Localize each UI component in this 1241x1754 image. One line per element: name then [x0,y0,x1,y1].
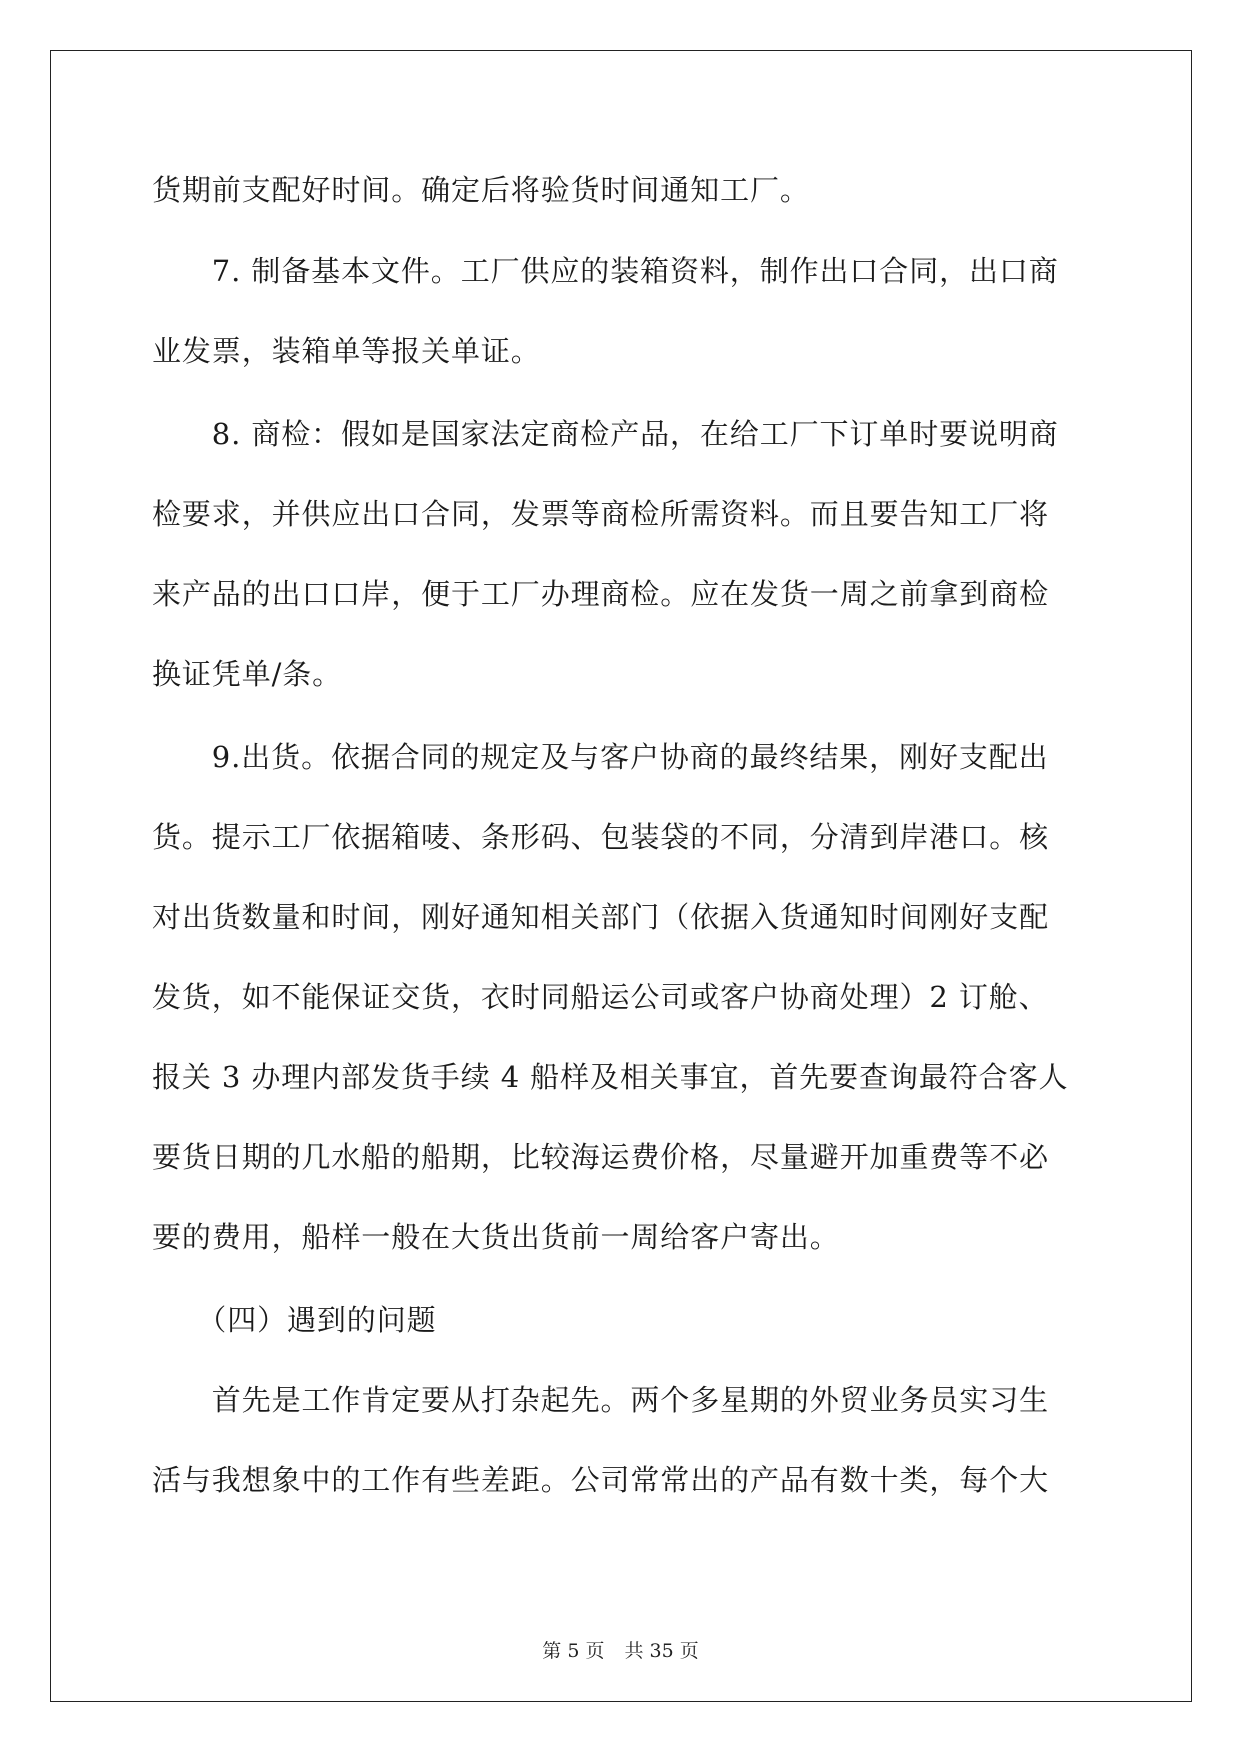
text-line: 货。提示工厂依据箱唛、条形码、包装袋的不同，分清到岸港口。核 [152,820,1050,854]
text-line: 9.出货。依据合同的规定及与客户协商的最终结果，刚好支配出 [152,740,1049,774]
text-line: 来产品的出口口岸，便于工厂办理商检。应在发货一周之前拿到商检 [152,577,1050,611]
text-line: 换证凭单/条。 [152,657,343,691]
text-line: 业发票，装箱单等报关单证。 [152,334,541,368]
text-line: 要的费用，船样一般在大货出货前一周给客户寄出。 [152,1220,840,1254]
page-footer [0,1639,1241,1663]
text-line: 对出货数量和时间，刚好通知相关部门（依据入货通知时间刚好支配 [152,900,1050,934]
text-line: 7. 制备基本文件。工厂供应的装箱资料，制作出口合同，出口商 [152,254,1059,288]
page-border [50,50,1192,1702]
page-number: 第 5 页 [542,1640,605,1662]
text-line: 8. 商检：假如是国家法定商检产品，在给工厂下订单时要说明商 [152,417,1059,451]
text-line: 货期前支配好时间。确定后将验货时间通知工厂。 [152,173,810,207]
text-line: 报关 3 办理内部发货手续 4 船样及相关事宜，首先要查询最符合客人 [152,1060,1069,1094]
text-line: 检要求，并供应出口合同，发票等商检所需资料。而且要告知工厂将 [152,497,1050,531]
text-line: 发货，如不能保证交货，衣时同船运公司或客户协商处理）2 订舱、 [152,980,1049,1014]
text-line: 要货日期的几水船的船期，比较海运费价格，尽量避开加重费等不必 [152,1140,1050,1174]
text-line: 活与我想象中的工作有些差距。公司常常出的产品有数十类，每个大 [152,1463,1050,1497]
section-heading: （四）遇到的问题 [152,1303,437,1337]
page-total: 共 35 页 [624,1640,699,1662]
text-line: 首先是工作肯定要从打杂起先。两个多星期的外贸业务员实习生 [152,1383,1050,1417]
